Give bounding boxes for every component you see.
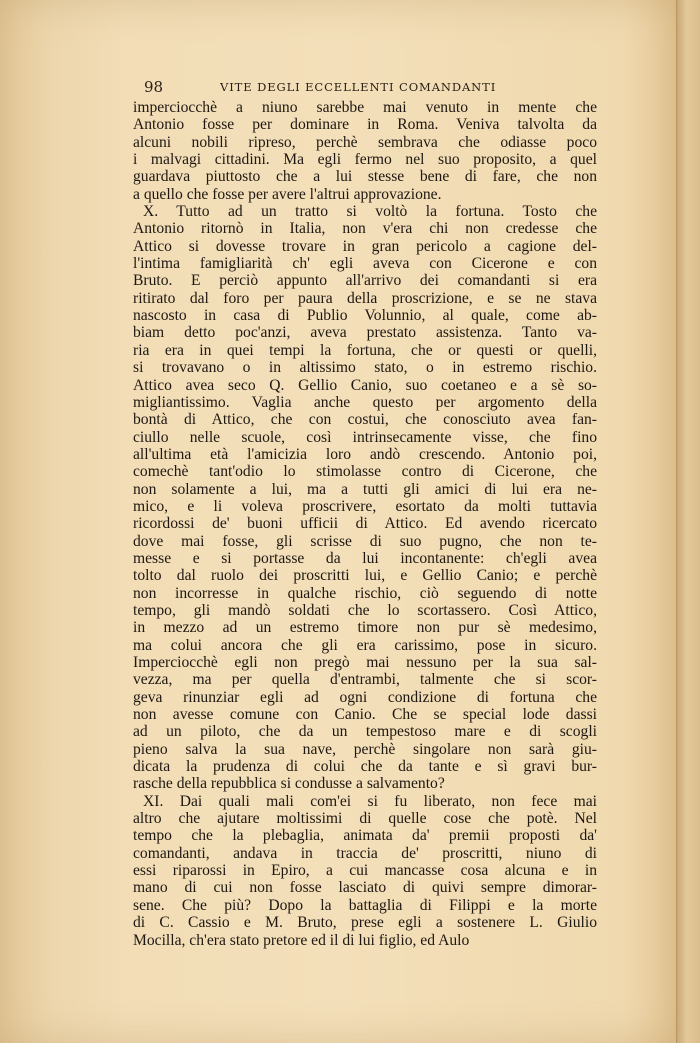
text-line: XI. Dai quali mali com'ei si fu liberato, non fece mai (143, 792, 597, 810)
text-line: tolto dal ruolo dei proscritti lui, e Gellio Canio; e perchè (133, 567, 597, 585)
page-header (144, 78, 604, 98)
text-line: Bruto. E perciò appunto all'arrivo dei comandanti si era (133, 272, 597, 290)
text-line: dicata la prudenza di colui che da tante e sì gravi bur- (133, 758, 597, 776)
text-line: non avesse comune con Canio. Che se special lode dassi (133, 706, 597, 724)
text-line: alcuni nobili ripreso, perchè sembrava che odiasse poco (133, 133, 597, 151)
text-line: altro che ajutare moltissimi di quelle cose che potè. Nel (133, 810, 597, 828)
text-line: all'ultima età l'amicizia loro andò crescendo. Antonio poi, (133, 445, 597, 463)
text-line: non solamente a lui, ma a tutti gli amici di lui era ne- (133, 480, 597, 498)
text-line: comandanti, andava in traccia de' proscritti, niuno di (133, 844, 597, 862)
text-line: nascosto in casa di Publio Volunnio, al quale, come ab- (133, 307, 597, 325)
text-line: in mezzo ad un estremo timore non pur sè medesimo, (133, 619, 597, 637)
body-text (133, 99, 597, 949)
text-line: a quello che fosse per avere l'altrui approvazione. (133, 185, 442, 203)
text-line: tempo, gli mandò soldati che lo scortassero. Così Attico, (133, 601, 597, 619)
paragraph (133, 99, 597, 203)
text-line: Attico si dovesse trovare in gran pericolo a cagione del- (133, 237, 597, 255)
text-line: Imperciocchè egli non pregò mai nessuno per la sua sal- (133, 654, 597, 671)
text-line: Attico avea seco Q. Gellio Canio, suo coetaneo e a sè so- (133, 376, 597, 394)
text-line: di C. Cassio e M. Bruto, prese egli a sostenere L. Giulio (133, 914, 597, 932)
text-line: si trovavano o in altissimo stato, o in estremo rischio. (133, 359, 597, 377)
text-line: ma colui ancora che gli era carissimo, pose in sicuro. (133, 636, 597, 654)
text-line: migliantissimo. Vaglia anche questo per argomento della (133, 393, 597, 411)
page-number: 98 (144, 78, 164, 96)
text-line: imperciocchè a niuno sarebbe mai venuto in mente che (133, 99, 597, 116)
text-line: mico, e li voleva proscrivere, esortato da molti tuttavia (133, 497, 597, 515)
text-line: ad un piloto, che da un tempestoso mare e di scogli (133, 723, 597, 741)
text-line: biam detto poc'anzi, aveva prestato assistenza. Tanto va- (133, 324, 597, 342)
text-line: geva rinunziar egli ad ogni condizione di fortuna che (133, 688, 597, 706)
text-line: dove mai fosse, gli scrisse di suo pugno, che non te- (133, 532, 597, 550)
text-line: sene. Che più? Dopo la battaglia di Filippi e la morte (133, 896, 597, 914)
paragraph (133, 793, 597, 949)
text-line: ritirato dal foro per paura della proscrizione, e se ne stava (133, 289, 597, 307)
text-line: Antonio ritornò in Italia, non v'era chi non credesse che (133, 220, 597, 238)
text-line: mano di cui non fosse lasciato di quivi sempre dimorar- (133, 879, 597, 897)
page-gutter-shadow (0, 0, 120, 1043)
text-line: l'intima famigliarità ch' egli aveva con Cicerone e con (133, 255, 597, 273)
text-line: bontà di Attico, che con costui, che conosciuto avea fan- (133, 411, 597, 429)
text-line: essi riparossi in Epiro, a cui mancasse cosa alcuna e in (133, 862, 597, 880)
text-line: tempo che la plebaglia, animata da' premii proposti da' (133, 827, 597, 845)
text-line: vezza, ma per quella d'entrambi, talmente che si scor- (133, 671, 597, 689)
adjacent-page-edge (676, 0, 700, 1043)
text-line: Mocilla, ch'era stato pretore ed il di lui figlio, ed Aulo (133, 931, 470, 949)
text-line: guardava piuttosto che a lui stesse bene di fare, che non (133, 168, 597, 186)
text-line: pieno salva la sua nave, perchè singolare non sarà giu- (133, 740, 597, 758)
text-line: ricordossi de' buoni ufficii di Attico. Ed avendo ricercato (133, 515, 597, 533)
text-line: non incorresse in qualche rischio, ciò seguendo di notte (133, 584, 597, 602)
text-line: ria era in quei tempi la fortuna, che or questi or quelli, (133, 341, 597, 359)
text-line: X. Tutto ad un tratto si voltò la fortuna. Tosto che (143, 203, 597, 221)
running-title: VITE DEGLI ECCELLENTI COMANDANTI (220, 80, 497, 94)
text-line: comechè tant'odio lo stimolasse contro di Cicerone, che (133, 463, 597, 481)
text-line: rasche della repubblica si condusse a salvamento? (133, 775, 445, 793)
text-line: Antonio fosse per dominare in Roma. Veniva talvolta da (133, 116, 597, 134)
paragraph (133, 203, 597, 793)
text-line: ciullo nelle scuole, così intrinsecamente visse, che fino (133, 428, 597, 446)
text-line: messe e si portasse da lui incontanente: ch'egli avea (133, 549, 597, 567)
text-line: i malvagi cittadini. Ma egli fermo nel suo proposito, a quel (133, 151, 597, 169)
